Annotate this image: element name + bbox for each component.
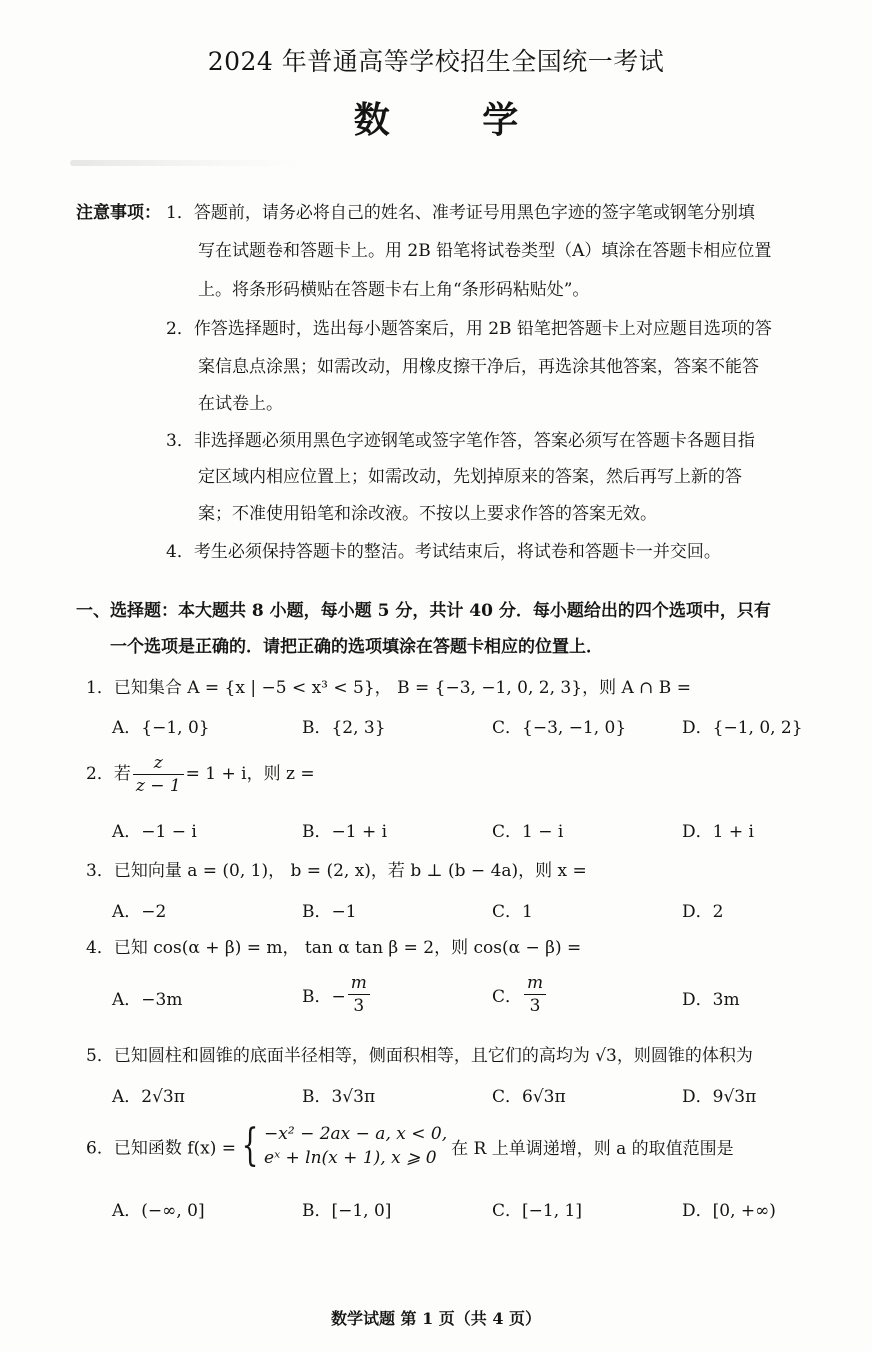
- notes-line: 1．答题前，请务必将自己的姓名、准考证号用黑色字迹的签字笔或钢笔分别填: [166, 203, 755, 223]
- q4-option-b-label: B．−: [302, 987, 346, 1007]
- q6-prefix: 6．已知函数 f(x) =: [86, 1138, 237, 1159]
- q6-option-a: A．(−∞, 0]: [112, 1201, 205, 1221]
- q1-option-d: D．{−1, 0, 2}: [682, 718, 803, 738]
- scan-smudge: [70, 160, 300, 166]
- q5-option-a: A．2√3π: [112, 1087, 185, 1107]
- notes-line: 4．考生必须保持答题卡的整洁。考试结束后，将试卷和答题卡一并交回。: [166, 542, 721, 562]
- question-4-stem: 4．已知 cos(α + β) = m， tan α tan β = 2，则 cos(α − β) =: [86, 938, 582, 958]
- subject-title: 数 学: [353, 99, 559, 141]
- notes-line: 定区域内相应位置上；如需改动，先划掉原来的答案，然后再写上新的答: [198, 467, 742, 487]
- notes-line: 案信息点涂黑；如需改动，用橡皮擦干净后，再选涂其他答案，答案不能答: [198, 357, 759, 377]
- q1-option-b: B．{2, 3}: [302, 718, 386, 738]
- q4-option-c-label: C．: [492, 987, 523, 1007]
- q1-option-c: C．{−3, −1, 0}: [492, 718, 627, 738]
- q5-option-b: B．3√3π: [302, 1087, 376, 1107]
- piecewise-cases: [264, 1122, 447, 1170]
- question-6-stem: [86, 1122, 734, 1170]
- q5-option-d: D．9√3π: [682, 1087, 757, 1107]
- q6-suffix: 在 R 上单调递增，则 a 的取值范围是: [451, 1138, 734, 1159]
- notes-label: 注意事项：: [76, 203, 161, 223]
- q4-option-a: A．−3m: [112, 990, 183, 1010]
- q4-c-numerator: m: [524, 972, 546, 995]
- notes-line: 在试卷上。: [198, 394, 283, 414]
- q6-option-d: D．[0, +∞): [682, 1201, 776, 1221]
- exam-title: 2024 年普通高等学校招生全国统一考试: [207, 47, 665, 76]
- question-3-stem: 3．已知向量 a = (0, 1)， b = (2, x)，若 b ⊥ (b − 4a)，则 x =: [86, 861, 587, 881]
- q4-c-denominator: 3: [529, 996, 541, 1016]
- q2-prefix: 2．若: [86, 764, 131, 784]
- notes-line: 上。将条形码横贴在答题卡右上角“条形码粘贴处”。: [198, 280, 590, 300]
- q4-option-c: [492, 972, 548, 1017]
- question-2-stem: [86, 752, 315, 797]
- q2-option-a: A．−1 − i: [112, 822, 197, 842]
- q4-b-denominator: 3: [353, 996, 365, 1016]
- q4-option-c-fraction: [524, 972, 546, 1017]
- q2-fraction: [133, 752, 184, 797]
- q2-denominator: z − 1: [135, 776, 181, 796]
- q6-case-2: eˣ + ln(x + 1), x ⩾ 0: [264, 1148, 437, 1168]
- q4-b-numerator: m: [348, 972, 370, 995]
- question-5-stem: 5．已知圆柱和圆锥的底面半径相等，侧面积相等，且它们的高均为 √3，则圆锥的体积为: [86, 1046, 753, 1066]
- notes-line: 案；不准使用铅笔和涂改液。不按以上要求作答的答案无效。: [198, 504, 657, 524]
- q2-option-c: C．1 − i: [492, 822, 564, 842]
- section-heading: 一、选择题：本大题共 8 小题，每小题 5 分，共计 40 分．每小题给出的四个选项中，只有: [76, 601, 771, 621]
- q4-option-b-fraction: [348, 972, 370, 1017]
- q6-option-c: C．[−1, 1]: [492, 1201, 582, 1221]
- q3-option-a: A．−2: [112, 902, 167, 922]
- question-1-stem: 1．已知集合 A = {x | −5 < x³ < 5}， B = {−3, −1, 0, 2, 3}，则 A ∩ B =: [86, 678, 691, 698]
- q1-option-a: A．{−1, 0}: [112, 718, 210, 738]
- q6-case-1: −x² − 2ax − a, x < 0,: [264, 1124, 448, 1144]
- q2-numerator: z: [133, 752, 184, 775]
- notes-line: 2．作答选择题时，选出每小题答案后，用 2B 铅笔把答题卡上对应题目选项的答: [166, 319, 772, 339]
- q2-suffix: = 1 + i，则 z =: [185, 764, 315, 784]
- section-heading-cont: 一个选项是正确的．请把正确的选项填涂在答题卡相应的位置上．: [110, 637, 603, 657]
- q2-option-d: D．1 + i: [682, 822, 754, 842]
- q3-option-c: C．1: [492, 902, 533, 922]
- q6-option-b: B．[−1, 0]: [302, 1201, 392, 1221]
- q4-option-d: D．3m: [682, 990, 740, 1010]
- q5-option-c: C．6√3π: [492, 1087, 566, 1107]
- notes-line: 写在试题卷和答题卡上。用 2B 铅笔将试卷类型（A）填涂在答题卡相应位置: [198, 241, 772, 261]
- q3-option-d: D．2: [682, 902, 724, 922]
- q3-option-b: B．−1: [302, 902, 357, 922]
- page-footer: 数学试题 第 1 页（共 4 页）: [330, 1309, 542, 1328]
- piecewise-brace: {: [241, 1120, 259, 1171]
- q4-option-b: [302, 972, 372, 1017]
- q2-option-b: B．−1 + i: [302, 822, 388, 842]
- notes-line: 3．非选择题必须用黑色字迹钢笔或签字笔作答，答案必须写在答题卡各题目指: [166, 431, 755, 451]
